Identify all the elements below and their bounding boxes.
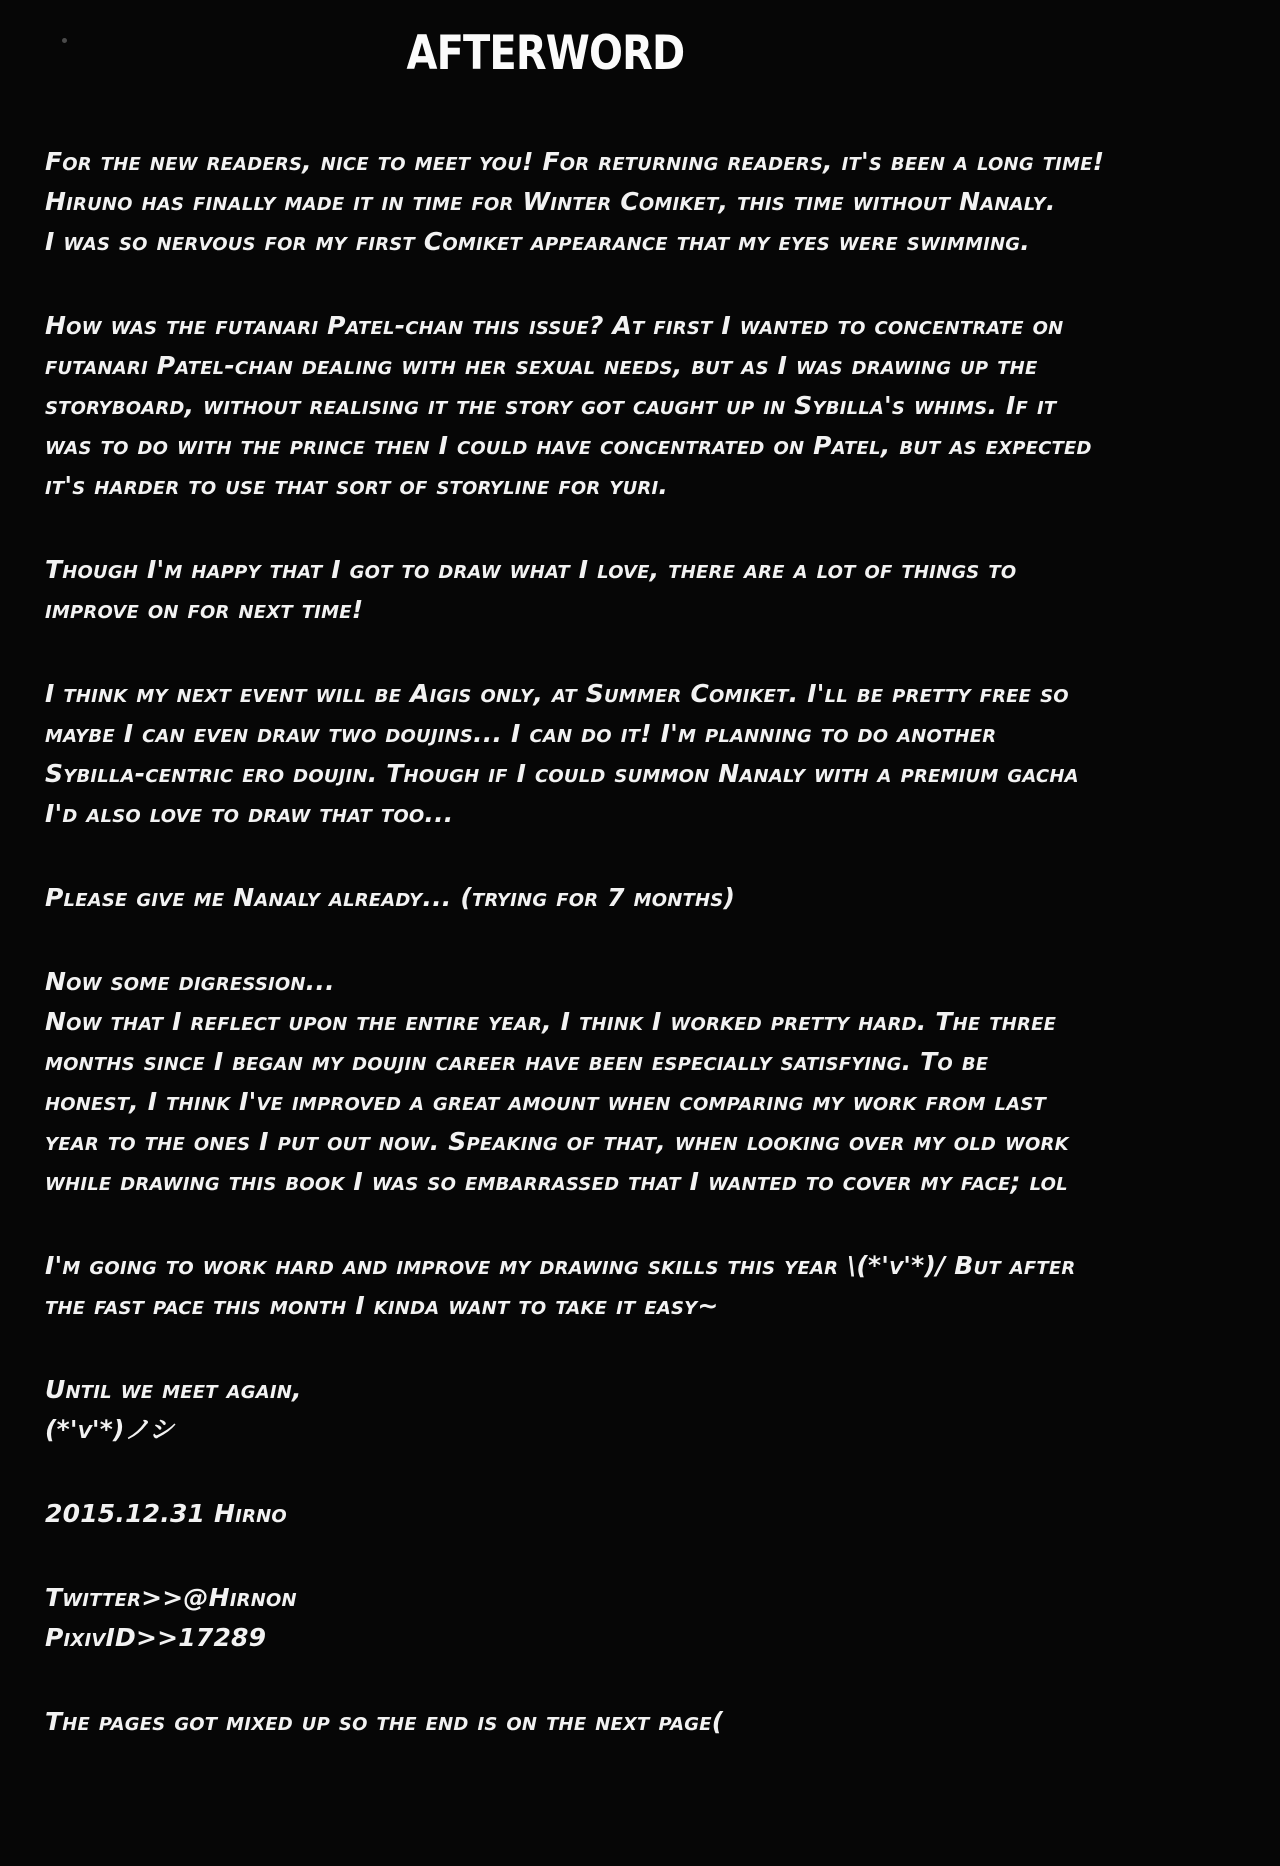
kaomoji-wave: (*'v'*)ノシ — [45, 1415, 175, 1444]
afterword-line: Please give me Nanaly already... (trying for 7 months) — [45, 883, 736, 912]
afterword-line: Now some digression... — [45, 967, 335, 996]
afterword-line: I'd also love to draw that too... — [45, 799, 454, 828]
resolution-paragraph — [45, 1246, 1080, 1326]
date-author-line: 2015.12.31 Hirno — [45, 1499, 287, 1528]
afterword-line: honest, I think I've improved a great amount when comparing my work from last — [45, 1087, 1046, 1116]
date-signature — [45, 1494, 1080, 1534]
afterword-line: it's harder to use that sort of storyline for yuri. — [45, 471, 669, 500]
afterword-line: was to do with the prince then I could have concentrated on Patel, but as expected — [45, 431, 1092, 460]
afterword-line: months since I began my doujin career have been especially satisfying. To be — [45, 1047, 989, 1076]
afterword-line: I think my next event will be Aigis only, at Summer Comiket. I'll be pretty free so — [45, 679, 1069, 708]
pixiv-id-line: PixivID>>17289 — [45, 1623, 267, 1652]
afterword-line: while drawing this book I was so embarrassed that I wanted to cover my face; lol — [45, 1167, 1068, 1196]
afterword-line: Now that I reflect upon the entire year, I think I worked pretty hard. The three — [45, 1007, 1057, 1036]
afterword-line: Hiruno has finally made it in time for Winter Comiket, this time without Nanaly. — [45, 187, 1056, 216]
afterword-line: Though I'm happy that I got to draw what I love, there are a lot of things to — [45, 555, 1017, 584]
page-title-text: AFTERWORD — [406, 26, 684, 81]
greeting-paragraph — [45, 142, 1105, 262]
twitter-handle-line: Twitter>>@Hirnon — [45, 1583, 297, 1612]
afterword-line: futanari Patel-chan dealing with her sexual needs, but as I was drawing up the — [45, 351, 1038, 380]
afterword-line: maybe I can even draw two doujins... I can do it! I'm planning to do another — [45, 719, 997, 748]
afterword-line: Until we meet again, — [45, 1375, 302, 1404]
afterword-line: year to the ones I put out now. Speaking of that, when looking over my old work — [45, 1127, 1069, 1156]
page-order-note — [45, 1702, 1080, 1742]
afterword-line: The pages got mixed up so the end is on the next page( — [45, 1707, 724, 1736]
afterword-line: How was the futanari Patel-chan this issue? At first I wanted to concentrate on — [45, 311, 1064, 340]
afterword-line: For the new readers, nice to meet you! For returning readers, it's been a long time! — [45, 147, 1105, 176]
afterword-line: improve on for next time! — [45, 595, 364, 624]
afterword-line: I'm going to work hard and improve my drawing skills this year \(*'v'*)/ But after — [45, 1251, 1076, 1280]
nanaly-plea-paragraph — [45, 878, 1080, 918]
credits — [45, 1578, 1080, 1658]
page-title — [45, 26, 1045, 82]
digression-paragraph — [45, 962, 1080, 1202]
next-event-paragraph — [45, 674, 1080, 834]
afterword-line: Sybilla-centric ero doujin. Though if I could summon Nanaly with a premium gacha — [45, 759, 1079, 788]
improvement-paragraph — [45, 550, 1080, 630]
afterword-line: the fast pace this month I kinda want to take it easy~ — [45, 1291, 719, 1320]
issue-discussion-paragraph — [45, 306, 1092, 506]
afterword-line: storyboard, without realising it the story got caught up in Sybilla's whims. If it — [45, 391, 1057, 420]
farewell-paragraph — [45, 1370, 1080, 1450]
afterword-line: I was so nervous for my first Comiket appearance that my eyes were swimming. — [45, 227, 1030, 256]
